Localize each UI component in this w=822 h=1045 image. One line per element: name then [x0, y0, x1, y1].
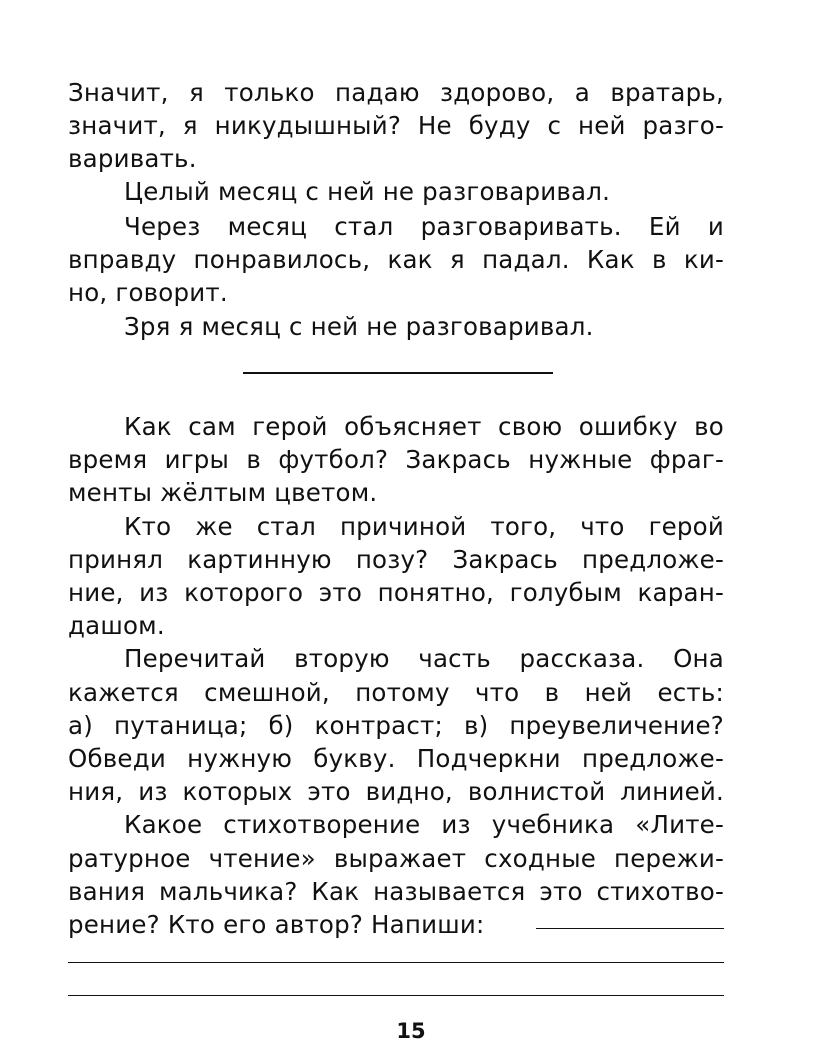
text-line: а) путаница; б) контраст; в) преувеличение? [68, 711, 724, 740]
page-number: 15 [396, 1019, 426, 1043]
text-line: Кто же стал причиной того, что герой [124, 512, 724, 541]
text-line: менты жёлтым цветом. [68, 478, 378, 507]
text-line: Как сам герой объясняет свою ошибку во [124, 412, 724, 441]
text-line: Зря я месяц с ней не разговаривал. [124, 312, 594, 341]
text-line: ния, из которых это видно, волнистой линией. [68, 777, 724, 806]
text-line: значит, я никудышный? Не буду с ней разго- [68, 111, 724, 140]
text-line: рение? Кто его автор? Напиши: [68, 910, 485, 939]
text-line: Целый месяц с ней не разговаривал. [124, 177, 611, 206]
answer-line-inline[interactable] [536, 928, 724, 929]
text-line: Перечитай вторую часть рассказа. Она [124, 644, 724, 673]
text-line: варивать. [68, 144, 197, 173]
text-line: время игры в футбол? Закрась нужные фраг- [68, 445, 724, 474]
text-line: дашом. [68, 611, 165, 640]
answer-line[interactable] [68, 995, 724, 996]
section-divider [243, 372, 553, 374]
text-line: кажется смешной, потому что в ней есть: [68, 678, 724, 707]
answer-line[interactable] [68, 962, 724, 963]
text-line: Обведи нужную букву. Подчеркни предложе- [68, 744, 724, 773]
text-line: ние, из которого это понятно, голубым каран- [68, 578, 724, 607]
text-line: вправду понравилось, как я падал. Как в ки- [68, 245, 724, 274]
text-line: принял картинную позу? Закрась предложе- [68, 545, 724, 574]
text-line: но, говорит. [68, 278, 228, 307]
text-line: Через месяц стал разговаривать. Ей и [124, 212, 724, 241]
text-line: Значит, я только падаю здорово, а вратарь, [68, 78, 724, 107]
text-line: ратурное чтение» выражает сходные пережи- [68, 844, 724, 873]
text-line: Какое стихотворение из учебника «Лите- [124, 810, 724, 839]
text-line: вания мальчика? Как называется это стихотво- [68, 877, 724, 906]
